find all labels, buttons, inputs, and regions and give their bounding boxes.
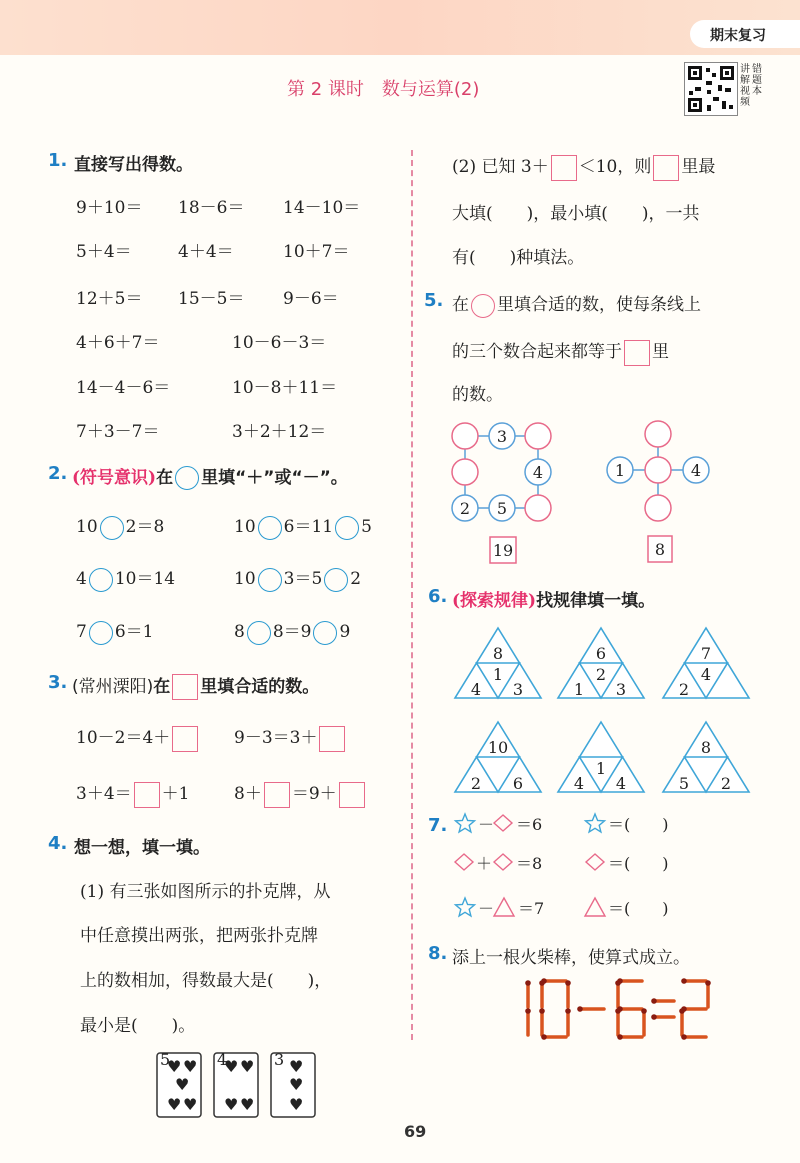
svg-text:4: 4 [573, 774, 585, 793]
q4-line: 最小是( )。 [80, 1016, 196, 1036]
q8-number: 8. [428, 943, 448, 964]
svg-text:8: 8 [700, 738, 712, 757]
triangle-puzzle [663, 628, 749, 699]
playing-card[interactable] [271, 1050, 315, 1117]
playing-card[interactable] [214, 1050, 258, 1117]
svg-text:7: 7 [700, 644, 712, 663]
svg-text:3: 3 [274, 1050, 285, 1069]
svg-text:＝7: ＝7 [518, 899, 545, 918]
answer-circle[interactable] [452, 423, 478, 449]
triangle-puzzle [558, 628, 644, 699]
q1-item: 5＋4＝ [76, 242, 132, 262]
svg-text:＝( ): ＝( ) [608, 854, 669, 873]
star-icon [456, 898, 475, 916]
q1-item: 3＋2＋12＝ [232, 422, 327, 442]
answer-circle[interactable] [525, 423, 551, 449]
answer-circle[interactable] [89, 568, 113, 592]
q1-item: 4＋4＝ [178, 242, 234, 262]
section-tab [690, 20, 800, 48]
q4-line: (1) 有三张如图所示的扑克牌，从 [80, 882, 331, 902]
svg-text:1: 1 [614, 461, 626, 480]
qr-label-video: 讲解视频 [740, 64, 750, 108]
q1-item: 14－10＝ [283, 198, 361, 218]
triangle-icon [585, 898, 605, 916]
svg-text:♥: ♥ [289, 1095, 304, 1114]
q3-text-b: 里填合适的数。 [200, 677, 320, 697]
answer-circle[interactable] [247, 621, 271, 645]
playing-cards [150, 1050, 304, 1122]
qr-pattern [685, 63, 737, 115]
answer-box[interactable] [339, 782, 365, 808]
q1-item: 12＋5＝ [76, 289, 143, 309]
answer-circle[interactable] [335, 516, 359, 540]
q1-item: 10＋7＝ [283, 242, 350, 262]
diamond-icon [586, 854, 604, 870]
svg-text:♥: ♥ [289, 1075, 304, 1094]
triangle-icon [494, 898, 514, 916]
circle-blank-icon [175, 466, 199, 490]
lesson-title: 第 2 课时 数与运算(2) [287, 79, 480, 100]
answer-circle[interactable] [313, 621, 337, 645]
svg-text:2: 2 [470, 774, 482, 793]
q1-item: 15－5＝ [178, 289, 245, 309]
q2-heading [72, 463, 348, 490]
svg-text:19: 19 [492, 541, 514, 560]
qr-code[interactable] [684, 62, 738, 116]
q5-line1: 在 里填合适的数，使每条线上 [452, 290, 701, 318]
answer-box[interactable] [551, 155, 577, 181]
q1-number: 1. [48, 150, 68, 171]
svg-text:＝6: ＝6 [516, 815, 543, 834]
answer-circle[interactable] [525, 495, 551, 521]
star-icon [586, 814, 605, 832]
playing-card[interactable] [157, 1050, 201, 1117]
q5-figure-square [440, 420, 570, 570]
answer-circle[interactable] [89, 621, 113, 645]
triangle-puzzle [455, 722, 541, 793]
svg-text:10: 10 [487, 738, 509, 757]
qr-label-mistakes: 错题本 [752, 64, 762, 97]
q3-number: 3. [48, 672, 68, 693]
svg-text:♥: ♥ [224, 1057, 239, 1076]
q5-line3: 的数。 [452, 385, 503, 405]
q4-line: 中任意摸出两张，把两张扑克牌 [80, 926, 318, 946]
q7-number: 7. [428, 815, 448, 836]
q2-tag: (符号意识) [72, 468, 157, 488]
column-divider [411, 150, 413, 1040]
answer-box[interactable] [172, 726, 198, 752]
svg-text:－: － [478, 815, 495, 834]
q5-line2: 的三个数合起来都等于 里 [452, 337, 669, 366]
square-blank-icon [172, 674, 198, 700]
q3-row: 8＋ ＝9＋ [234, 779, 367, 808]
q3-row: 9－3＝3＋ [234, 723, 347, 752]
answer-box[interactable] [134, 782, 160, 808]
svg-text:♥: ♥ [289, 1057, 304, 1076]
svg-text:1: 1 [595, 759, 607, 778]
svg-text:4: 4 [217, 1050, 228, 1069]
svg-text:3: 3 [512, 680, 524, 699]
q1-item: 9＋10＝ [76, 198, 143, 218]
q2-row: 10 2＝8 [76, 512, 164, 540]
svg-text:＋: ＋ [476, 854, 493, 873]
answer-circle[interactable] [258, 568, 282, 592]
q4-number: 4. [48, 833, 68, 854]
q3-heading [72, 672, 319, 700]
q5-figure-cross [600, 420, 720, 570]
svg-text:6: 6 [512, 774, 524, 793]
svg-text:＝( ): ＝( ) [608, 815, 669, 834]
svg-text:4: 4 [532, 463, 544, 482]
svg-text:4: 4 [690, 461, 702, 480]
q6-heading [452, 586, 655, 611]
svg-text:5: 5 [678, 774, 690, 793]
q3-row: 3＋4＝ ＋1 [76, 779, 189, 808]
q6-title: 找规律填一填。 [536, 591, 656, 611]
answer-circle[interactable] [645, 457, 671, 483]
q4-line: 上的数相加，得数最大是( )， [80, 971, 332, 991]
svg-text:4: 4 [615, 774, 627, 793]
q3-text-a: 在 [153, 677, 171, 697]
svg-text:6: 6 [595, 644, 607, 663]
top-band [0, 0, 800, 55]
page-number: 69 [404, 1122, 427, 1141]
q2-row: 7 6＝1 [76, 617, 153, 645]
q2-row: 8 8＝9 9 [234, 617, 350, 645]
svg-text:3: 3 [615, 680, 627, 699]
svg-text:♥: ♥ [240, 1095, 255, 1114]
q2-row: 4 10＝14 [76, 564, 175, 592]
answer-circle[interactable] [452, 459, 478, 485]
svg-text:♥: ♥ [224, 1095, 239, 1114]
svg-text:5: 5 [160, 1050, 171, 1069]
matchstick-equation [510, 975, 720, 1045]
q6-tag: (探索规律) [452, 591, 537, 611]
square-blank-icon [624, 340, 650, 366]
q2-row: 10 6＝11 5 [234, 512, 372, 540]
q2-number: 2. [48, 463, 68, 484]
q4b-line2: 大填( )，最小填( )，一共 [452, 204, 700, 224]
triangle-puzzle [663, 722, 749, 793]
q1-item: 9－6＝ [283, 289, 339, 309]
q7-equations [454, 812, 784, 924]
svg-text:♥: ♥ [175, 1075, 190, 1094]
q2-text-b: 里填“＋”或“－”。 [201, 468, 348, 488]
q1-item: 10－8＋11＝ [232, 378, 338, 398]
q1-item: 7＋3－7＝ [76, 422, 160, 442]
q3-row: 10－2＝4＋ [76, 723, 200, 752]
svg-text:♥: ♥ [183, 1095, 198, 1114]
q4-title: 想一想，填一填。 [74, 838, 210, 858]
q2-text-a: 在 [156, 468, 174, 488]
svg-text:4: 4 [470, 680, 482, 699]
q3-tag: (常州溧阳) [72, 677, 154, 697]
answer-circle[interactable] [100, 516, 124, 540]
q1-item: 4＋6＋7＝ [76, 333, 160, 353]
q1-item: 14－4－6＝ [76, 378, 171, 398]
q6-triangles [455, 628, 765, 808]
q4b-line1: (2) 已知 3＋ ＜10，则 里最 [452, 152, 715, 181]
svg-text:8: 8 [492, 644, 504, 663]
q5-number: 5. [424, 290, 444, 311]
q4b-line3: 有( )种填法。 [452, 248, 585, 268]
diamond-icon [455, 854, 473, 870]
svg-text:♥: ♥ [183, 1057, 198, 1076]
answer-circle[interactable] [645, 495, 671, 521]
svg-text:2: 2 [459, 499, 471, 518]
answer-box[interactable] [264, 782, 290, 808]
triangle-puzzle [558, 722, 644, 793]
svg-text:1: 1 [492, 665, 504, 684]
svg-text:＝( ): ＝( ) [608, 899, 669, 918]
svg-text:3: 3 [496, 427, 508, 446]
svg-text:2: 2 [678, 680, 690, 699]
star-icon [456, 814, 475, 832]
svg-text:4: 4 [700, 665, 712, 684]
answer-circle[interactable] [324, 568, 348, 592]
circle-blank-icon [471, 294, 495, 318]
svg-text:5: 5 [496, 499, 508, 518]
answer-circle[interactable] [258, 516, 282, 540]
answer-circle[interactable] [645, 421, 671, 447]
triangle-puzzle [455, 628, 541, 699]
svg-text:8: 8 [654, 540, 666, 559]
q1-item: 10－6－3＝ [232, 333, 327, 353]
svg-text:♥: ♥ [167, 1095, 182, 1114]
svg-text:♥: ♥ [240, 1057, 255, 1076]
svg-text:－: － [478, 899, 495, 918]
q2-row: 10 3＝5 2 [234, 564, 361, 592]
svg-text:2: 2 [595, 665, 607, 684]
section-tab-label: 期末复习 [710, 28, 766, 44]
diamond-icon [494, 815, 512, 831]
q6-number: 6. [428, 586, 448, 607]
q1-item: 18－6＝ [178, 198, 245, 218]
svg-text:2: 2 [720, 774, 732, 793]
svg-text:♥: ♥ [167, 1057, 182, 1076]
q1-title: 直接写出得数。 [74, 155, 193, 175]
answer-box[interactable] [653, 155, 679, 181]
q8-title: 添上一根火柴棒，使算式成立。 [452, 948, 690, 968]
svg-text:＝8: ＝8 [516, 854, 543, 873]
diamond-icon [494, 854, 512, 870]
answer-box[interactable] [319, 726, 345, 752]
svg-text:1: 1 [573, 680, 585, 699]
